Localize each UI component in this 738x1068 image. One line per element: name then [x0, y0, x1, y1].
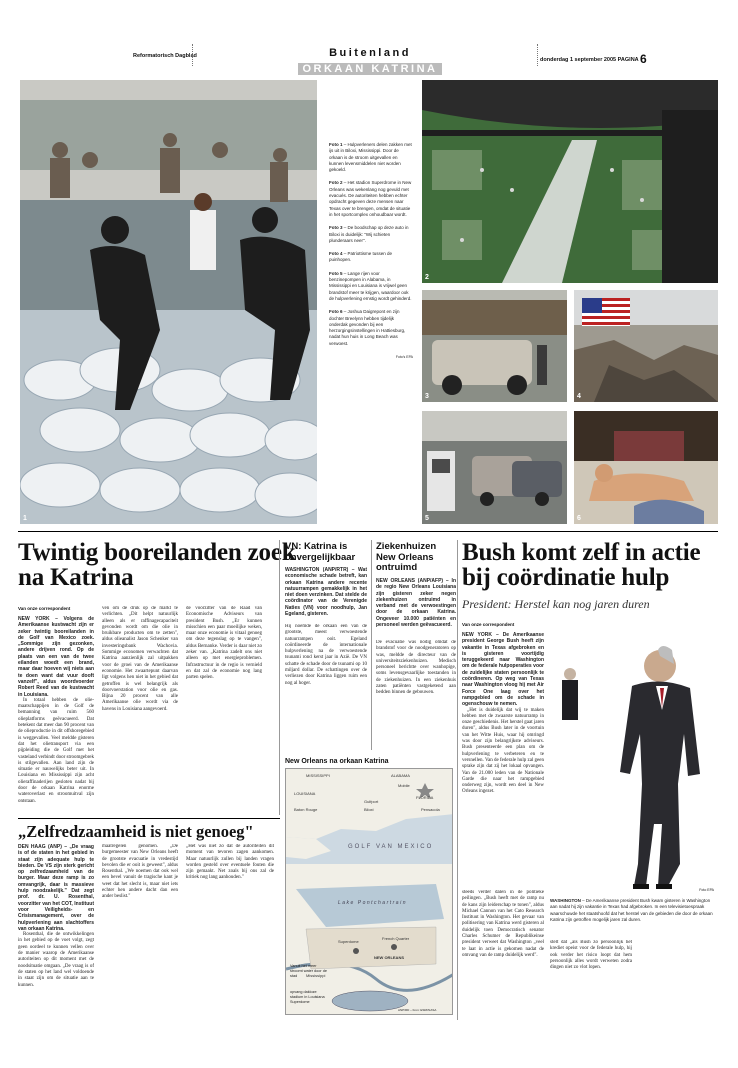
bush-subhead: President: Herstel kan nog jaren duren — [462, 597, 650, 611]
zelfred-col2-body: maatregelen genomen. „De burgemeester van New Orleans heeft de grootste evacuatie in vredestijd bevolen die er ooit is geweest", aldus Rosenthal. „We noemen dat ook wel een bevel vanuit de tragische kant je weet dat het slecht is, maar niet iets echter hen andere dacht dan een ander beslist." — [102, 844, 178, 900]
divider-zieken — [371, 540, 372, 750]
boor-lead: NEW YORK – Volgens de Amerikaanse kustwacht zijn er zeker twintig booreilanden in de Golf van Mexico zoek. „Sommige zijn gezonken, andere drijven rond. Op de plaats van een van de twee eilanden woedt een brand, maar daar hoeven wij niets aan te doen want dat vuur dooft vanzelf", aldus woordvoerder Robert Reed van de kustwacht in Louisiana. — [18, 616, 94, 698]
caption-5: Foto 5 – Lange rijen voor benzinepompen in Alabama, in Mississippi en Louisiana is vrijwel geen brandstof meer te krijgen, waardoor ook de hulpverlening ernstig wordt gehinderd. — [329, 270, 412, 301]
map-label-superdome: Superdome — [338, 939, 359, 944]
topic-banner: ORKAAN KATRINA — [298, 63, 441, 75]
bush-col-1b — [462, 890, 544, 1020]
bush-photo-caption — [550, 898, 718, 923]
photo-1-image — [20, 80, 317, 524]
photo-4-image — [574, 290, 718, 402]
boor-col2-body: ven om de druk op de markt te verlichten. „Dit helpt natuurlijk alleen als er raffinagecapaciteit gevonden wordt om die olie in bruikbare producten om te zetten", aldus olieanalist Jason Schenker van investeringsbank Wachovia. Sommige economen verwachten dat Katrina aanzienlijk zal uitpakken voor de groei van de Amerikaanse economie. Het zwaartepunt daarvan ligt volgens hen niet in het gebied dat getroffen is wel belangrijk als doorvoerstation voor olie en gas. Bijna 20 procent van alle Amerikaanse olie wordt via de havens in Louisiana aangevoerd. — [102, 606, 178, 712]
zelfred-col-1 — [18, 844, 94, 1020]
caption-3: Foto 3 – De boodschap op deze auto in Biloxi is duidelijk: "Wij schieten plunderaars neer". — [329, 225, 409, 243]
boor-col-3 — [186, 606, 262, 814]
vn-lead: WASHINGTON (ANP/RTR) – Wat economische schade betreft, kan orkaan Katrina andere recente natuurrampen gemakkelijk in het niet doen verzinken. Dat stelde de coördinator van de Verenigde Naties (VN) voor noodhulp, Jan Egeland, gisteren. — [285, 567, 367, 617]
map-label-pensacola: Pensacola — [421, 807, 440, 812]
zelfred-lead: DEN HAAG (ANP) – „De vraag is of de staten in het gebied in staat zijn adequate hulp te bieden. De VS zijn sterk gericht op zelfredzaamheid van de burger. Maar deze ramp is zo omvangrijk, daar is massieve hulp noodzakelijk." Dat zegt prof. dr. U. Rosenthal, voorzitter van het COT, Instituut voor Veiligheids- en Crisismanagement, over de hulpverlening aan slachtoffers van orkaan Katrina. — [18, 844, 94, 932]
boor-col-2 — [102, 606, 178, 814]
zelfred-headline: „Zelfredzaamheid is niet genoeg" — [18, 822, 254, 841]
zelfred-col-3 — [186, 844, 274, 1020]
boor-col-1 — [18, 616, 94, 814]
photo-3-number: 3 — [425, 393, 429, 400]
section-title: Buitenland — [329, 47, 411, 59]
map-label-new-orleans: NEW ORLEANS — [374, 955, 404, 960]
photo-2 — [422, 80, 718, 283]
boor-col3-body: de voorzitter van de Raad van Economische Adviseurs van president Bush. „Er kunnen misschien een paar moeilijke weken, maar onze economie is vitaal genoeg om deze tegenslag op te vangen", aldus Bernanke. Verder is daar niet zo zeker van. „Katrina zadelt ons niet alleen op met energieproblemen. Infrastructuur in de regio is vernield en dat zal de economie nog lang parten spelen. — [186, 606, 262, 681]
bush-col2-body: steeds verder dalen in de politieke peilingen. „Bush heeft met de ramp nu de kans zijn leiderschap te tonen", aldus Michael Cannon van het Cato Research Instituut in Washington. Het gevaar van politisering van Katrina werd gisteren al duidelijk toen Democratisch senator Charles Schumer de Republikeinse president verweet dat Washington „veel te laat in actie is gekomen nadat de omvang van de ramp duidelijk werd". — [462, 890, 544, 958]
boor-headline: Twintig booreilanden zoek na Katrina — [18, 539, 296, 591]
zieken-body: De evacuatie was nodig omdat de brandstof voor de noodgeneratoren op was, meldde de directeur van de universiteitsziekenhuizen. Medisch personeel berichtte over wanhopige, soms levensgevaarlijke toestanden in de ziekenhuizen. In een ziekenhuis zaten patiënten vastgeketend aan bedden binnen de gebouwen. — [376, 640, 456, 696]
section-rule — [18, 531, 718, 532]
map-label-mobile: Mobile — [398, 783, 410, 788]
map-title: New Orleans na orkaan Katrina — [285, 758, 389, 765]
bush-col-2 — [550, 940, 632, 1020]
bush-col2b-body: stelt dat „als Bush zo persoonlijk het krediet opeist voor de federale hulp, hij ook verder het risico loopt dat hem persoonlijk alles wordt verweten zodra dingen niet zo vlot lopen. — [550, 940, 632, 971]
photo-5 — [422, 411, 567, 524]
masthead-date — [540, 52, 647, 66]
bush-lead: NEW YORK – De Amerikaanse president George Bush heeft zijn vakantie in Texas afgebroken en is gisteren voortijdig teruggekeerd naar Washington om de federale hulpoperaties voor de zuidelijke staten persoonlijk te coördineren. Op weg van Texas naar Washington vloog hij met Air Force One laag over het rampgebied om de schade in ogenschouw te nemen. — [462, 632, 544, 708]
photo-5-number: 5 — [425, 515, 429, 522]
date-text: donderdag 1 september 2005 — [540, 57, 617, 63]
photo-3-image — [422, 290, 567, 402]
photo-6-number: 6 — [577, 515, 581, 522]
map-credit: ANP/RD – bron: ESRI/NASA — [398, 1008, 437, 1012]
caption-credit: Foto's EPA — [395, 355, 413, 360]
map-label-lake: Lake Pontchartrain — [338, 900, 407, 906]
photo-6 — [574, 411, 718, 524]
masthead-divider-left — [192, 44, 193, 66]
bush-col1-body: „Het is duidelijk dat wij te maken hebben met de zwaarste natuurramp in onze geschiedenis. Het herstel gaat jaren duren", aldus Bush later in de voortuin van het Witte Huis, waar hij omringd was door zijn belangrijkste adviseurs. Bush presenteerde een plan om de hulpverlening te verbeteren en te versnellen. Van de federale hulp zal geen sprake zijn dat zij het lokaal opvangen. Van de 21.000 leden van de Nationale Garde die naar het rampgebied onderweg zijn, wordt een deel in New Orleans ingezet. — [462, 707, 544, 795]
map — [285, 768, 453, 1015]
map-legend-2: opvang dakloze stadium in Louisiana Superdome — [290, 990, 325, 1004]
bush-photo-image — [550, 624, 718, 894]
divider-bush — [457, 540, 458, 1020]
zelfred-rule — [18, 818, 280, 819]
zieken-headline: Ziekenhuizen New Orleans ontruimd — [376, 541, 437, 573]
photo-6-image — [574, 411, 718, 524]
zieken-lead-col — [376, 578, 456, 636]
vn-body-col — [285, 624, 367, 742]
map-label-gulf: GOLF VAN MEXICO — [348, 844, 434, 850]
caption-1: Foto 1 – Hulpverleners delen zakken met ijs uit in Biloxi, Mississippi. Door de orkaan is de stroom uitgevallen en kunnen levensmiddelen niet worden gekoeld. — [329, 142, 412, 173]
photo-5-image — [422, 411, 567, 524]
photo-1-number: 1 — [23, 515, 27, 522]
vn-headline: VN: Katrina is onvergelijkbaar — [285, 541, 356, 563]
masthead-divider-right — [537, 44, 538, 66]
zieken-lead: NEW ORLEANS (ANP/AFP) – In de regio New Orleans Louisiana zijn gisteren zeker negen ziekenhuizen ontruimd in verband met de verwoestingen door de orkaan Katrina. Ongeveer 10.000 patiënten en personeel werden geëvacueerd. — [376, 578, 456, 629]
zieken-body-col — [376, 640, 456, 744]
masthead-center — [290, 47, 450, 77]
map-label-alabama: ALABAMA — [391, 773, 410, 778]
map-label-baton-rouge: Baton Rouge — [294, 807, 318, 812]
vn-lead-col — [285, 567, 367, 617]
boor-col1-body: In totaal hebben de oliemaatschappijen in de Golf de bemanning van ruim 560 olieplatforms geëvacueerd. Dat betekent dat meer dan 90 procent van de olieproductie in dit offshoregebied is weggevallen. Veel meldde gisteren dat het olietransport via een pijpleiding die de Golf met het vasteland verbindt door stroomgebrek is stilgevallen. Aan land zijn de situatie er nauwelijks beter uit. In Louisiana en Mississippi zijn acht olieraffinaderijen gesloten nadat bij door de orkaan Katrina enorme wateroverlast en stroomuitval zijn ontstaan. — [18, 697, 94, 804]
paper-name: Reformatorisch Dagblad — [133, 53, 197, 59]
zelfred-col3-body: „Het was niet zo dat de autoriteiten dit moment van tevoren zagen aankomen. Maar natuurlijk zullen bij landen vragen worden gesteld over eventuele fouten die zijn gemaakt. Net zoals bij ons zal de kritiek nog lang aanhouden." — [186, 844, 274, 881]
photo-2-number: 2 — [425, 274, 429, 281]
bush-byline: Van onze correspondent — [462, 622, 515, 627]
page-label: PAGINA — [617, 57, 639, 63]
map-label-river: Mississippi — [306, 973, 326, 978]
vn-body: Hij noemde de orkaan een van de grootste, meest verwoestende natuurrampen ooit. Egeland coördineerde de internationale hulpverlening na de verwoestende tsunami rond kerst jaar in Azië. De VN schatte de schade door de tsunami op 10 miljard dollar. De schattingen over de verliezen door Katrina liggen ruim een nog al hoger. — [285, 624, 367, 686]
page-number: 6 — [639, 52, 647, 66]
bush-caption-label: WASHINGTON — [550, 898, 581, 903]
photo-3 — [422, 290, 567, 402]
map-label-biloxi: Biloxi — [364, 807, 374, 812]
map-label-french-quarter: French Quarter — [382, 936, 410, 941]
bush-photo-credit: Foto EPA — [699, 888, 714, 892]
photo-2-image — [422, 80, 718, 283]
bush-headline: Bush komt zelf in actie bij coördinatie hulp — [462, 539, 701, 591]
caption-4: Foto 4 – Patriottisme tussen de puinhopen. — [329, 251, 393, 263]
map-label-mississippi: MISSISSIPPI — [306, 773, 330, 778]
caption-6: Foto 6 – Joshua Daigrepont en zijn dochter Breelynn hebben tijdelijk onderdak gevonden bij een herzorgingsinstellingen in Hattiesburg, nadat hun huis in Long Beach was verwoest. — [329, 309, 406, 346]
bush-col-1 — [462, 632, 544, 887]
photo-captions — [329, 142, 413, 360]
boor-byline: Van onze correspondent — [18, 606, 71, 611]
bush-photo — [550, 624, 718, 894]
map-label-louisiana: LOUISIANA — [294, 791, 316, 796]
photo-4 — [574, 290, 718, 402]
zelfred-col1-body: Rosenthal, die de ontwikkelingen in het gebied op de voet volgt, zegt geen oordeel te kunnen vellen over de manier waarop de Amerikaanse autoriteiten op dit moment met de noodsituatie omgaan. „De vraag is of de staten op het land wel voldoende in staat zijn om de situatie aan te kunnen. — [18, 932, 94, 988]
photo-4-number: 4 — [577, 393, 581, 400]
map-legend-1: Vanuit het meer stroomt water door de stad — [290, 964, 327, 978]
map-label-florida: FLORIDA — [416, 795, 434, 800]
bush-caption-text: – De Amerikaanse president Bush kwam gisteren in Washington aan nadat hij zijn vakantie in Texas had afgebroken. In een televisietoespraak waarschuwde het staatshoofd dat het herstel van de gebieden die door de orkaan Katrina zijn getroffen mogelijk jaren zal duren. — [550, 898, 713, 922]
photo-1 — [20, 80, 317, 524]
map-label-gulfport: Gulfport — [364, 799, 379, 804]
zelfred-col-2 — [102, 844, 178, 1020]
divider-vn — [279, 540, 280, 815]
caption-2: Foto 2 – Het stadion Superdrome in New Orleans was wekenlang nog gevuld met evacués. De autoriteiten hebben echter opdracht gegeven deze mensen naar Texas over te brengen, omdat de situatie in het sportcomplex onhoudbaar wordt. — [329, 180, 412, 217]
